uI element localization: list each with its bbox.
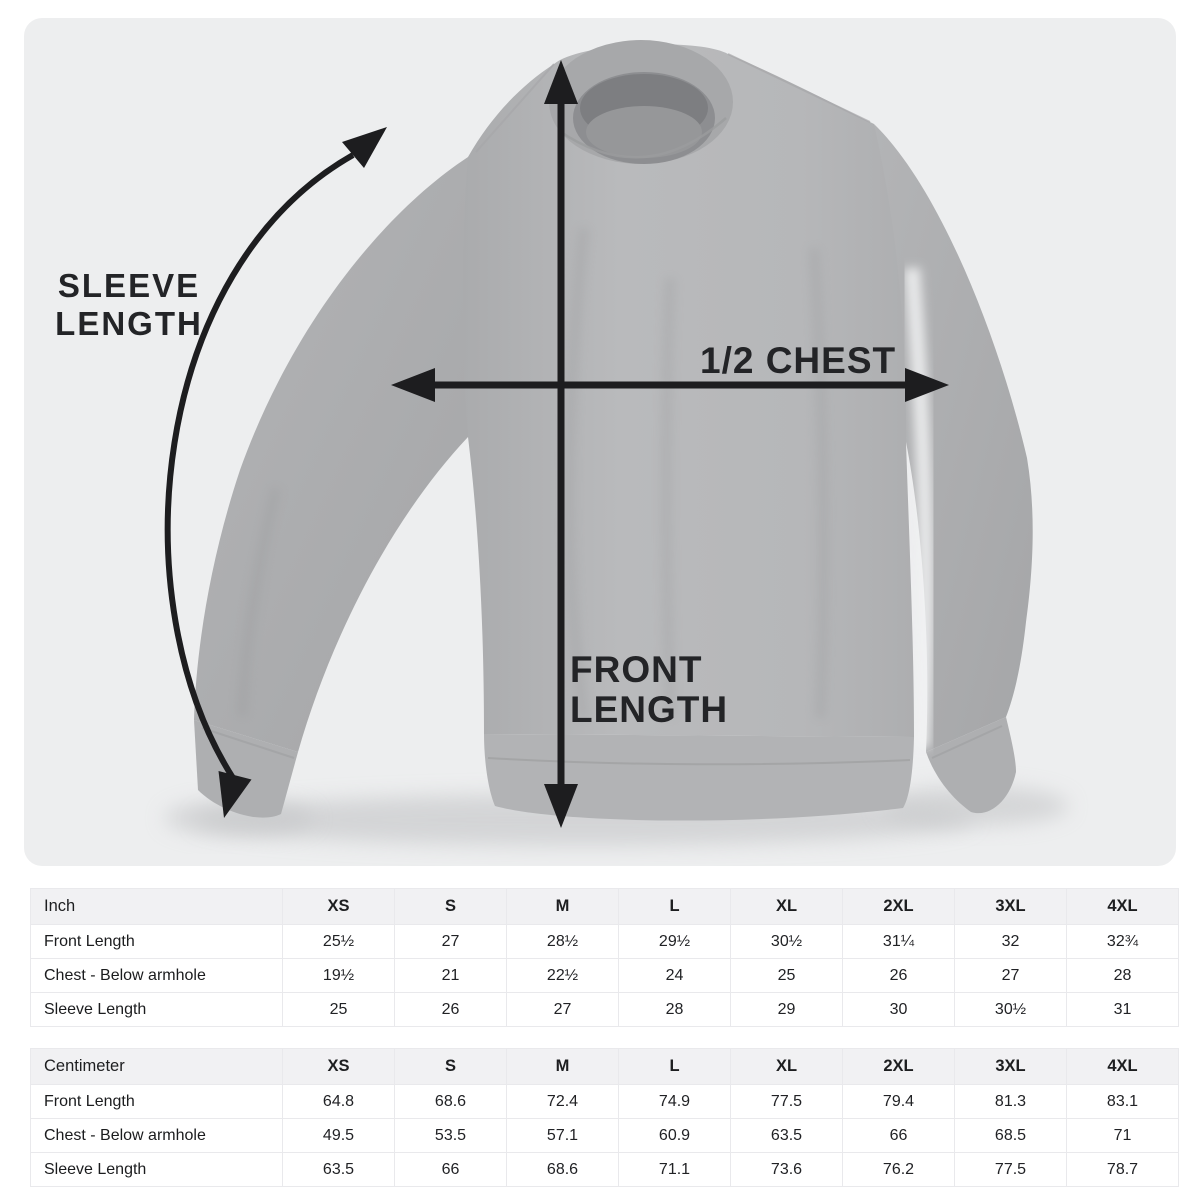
half-chest-label: 1/2 CHEST xyxy=(700,340,897,381)
row-label: Front Length xyxy=(31,925,283,959)
measurement-cell: 68.5 xyxy=(955,1119,1067,1153)
measurement-cell: 29½ xyxy=(619,925,731,959)
size-col-header-2xl: 2XL xyxy=(843,1049,955,1085)
measurement-cell: 71 xyxy=(1067,1119,1179,1153)
measurement-cell: 63.5 xyxy=(731,1119,843,1153)
measurement-cell: 29 xyxy=(731,993,843,1027)
inch-unit-label: Inch xyxy=(31,889,283,925)
size-col-header-s: S xyxy=(395,1049,507,1085)
measurement-cell: 57.1 xyxy=(507,1119,619,1153)
measurement-cell: 27 xyxy=(507,993,619,1027)
size-col-header-l: L xyxy=(619,889,731,925)
right-highlight xyxy=(912,268,926,748)
size-diagram-panel xyxy=(24,18,1176,866)
measurement-cell: 74.9 xyxy=(619,1085,731,1119)
size-col-header-xs: XS xyxy=(283,889,395,925)
measurement-cell: 77.5 xyxy=(955,1153,1067,1187)
size-col-header-m: M xyxy=(507,889,619,925)
table-row-chest xyxy=(31,1119,1179,1153)
size-col-header-xl: XL xyxy=(731,1049,843,1085)
size-col-header-xs: XS xyxy=(283,1049,395,1085)
table-row-front-length xyxy=(31,925,1179,959)
measurement-cell: 68.6 xyxy=(507,1153,619,1187)
measurement-cell: 19½ xyxy=(283,959,395,993)
measurement-cell: 25 xyxy=(283,993,395,1027)
measurement-cell: 30½ xyxy=(955,993,1067,1027)
measurement-cell: 83.1 xyxy=(1067,1085,1179,1119)
measurement-cell: 30 xyxy=(843,993,955,1027)
size-col-header-xl: XL xyxy=(731,889,843,925)
size-col-header-4xl: 4XL xyxy=(1067,1049,1179,1085)
measurement-cell: 78.7 xyxy=(1067,1153,1179,1187)
measurement-cell: 76.2 xyxy=(843,1153,955,1187)
measurement-cell: 60.9 xyxy=(619,1119,731,1153)
size-col-header-3xl: 3XL xyxy=(955,889,1067,925)
size-col-header-s: S xyxy=(395,889,507,925)
measurement-cell: 64.8 xyxy=(283,1085,395,1119)
front-length-label-line1: FRONT xyxy=(570,649,703,690)
measurement-cell: 71.1 xyxy=(619,1153,731,1187)
measurement-cell: 27 xyxy=(955,959,1067,993)
centimeter-size-table xyxy=(30,1048,1179,1187)
size-col-header-4xl: 4XL xyxy=(1067,889,1179,925)
sweatshirt-measure-diagram xyxy=(24,18,1176,866)
measurement-cell: 24 xyxy=(619,959,731,993)
inch-size-table xyxy=(30,888,1179,1027)
row-label: Sleeve Length xyxy=(31,993,283,1027)
measurement-cell: 63.5 xyxy=(283,1153,395,1187)
cm-header-row xyxy=(31,1049,1179,1085)
measurement-cell: 31¼ xyxy=(843,925,955,959)
measurement-cell: 28 xyxy=(1067,959,1179,993)
measurement-cell: 68.6 xyxy=(395,1085,507,1119)
table-row-chest xyxy=(31,959,1179,993)
measurement-cell: 49.5 xyxy=(283,1119,395,1153)
measurement-cell: 66 xyxy=(395,1153,507,1187)
measurement-cell: 25½ xyxy=(283,925,395,959)
measurement-cell: 73.6 xyxy=(731,1153,843,1187)
table-row-sleeve-length xyxy=(31,993,1179,1027)
measurement-cell: 21 xyxy=(395,959,507,993)
table-row-sleeve-length xyxy=(31,1153,1179,1187)
measurement-cell: 32 xyxy=(955,925,1067,959)
measurement-cell: 28½ xyxy=(507,925,619,959)
measurement-cell: 72.4 xyxy=(507,1085,619,1119)
size-col-header-l: L xyxy=(619,1049,731,1085)
measurement-cell: 26 xyxy=(843,959,955,993)
size-col-header-m: M xyxy=(507,1049,619,1085)
row-label: Chest - Below armhole xyxy=(31,959,283,993)
sleeve-length-label-line2: LENGTH xyxy=(55,305,203,342)
measurement-cell: 30½ xyxy=(731,925,843,959)
size-col-header-3xl: 3XL xyxy=(955,1049,1067,1085)
measurement-cell: 27 xyxy=(395,925,507,959)
measurement-cell: 32¾ xyxy=(1067,925,1179,959)
measurement-cell: 66 xyxy=(843,1119,955,1153)
table-row-front-length xyxy=(31,1085,1179,1119)
cm-unit-label: Centimeter xyxy=(31,1049,283,1085)
measurement-cell: 79.4 xyxy=(843,1085,955,1119)
size-col-header-2xl: 2XL xyxy=(843,889,955,925)
inch-header-row xyxy=(31,889,1179,925)
measurement-cell: 31 xyxy=(1067,993,1179,1027)
left-sleeve xyxy=(194,157,468,752)
measurement-cell: 28 xyxy=(619,993,731,1027)
row-label: Front Length xyxy=(31,1085,283,1119)
measurement-cell: 81.3 xyxy=(955,1085,1067,1119)
measurement-cell: 22½ xyxy=(507,959,619,993)
measurement-cell: 77.5 xyxy=(731,1085,843,1119)
measurement-cell: 53.5 xyxy=(395,1119,507,1153)
front-length-label-line2: LENGTH xyxy=(570,689,729,730)
measurement-cell: 26 xyxy=(395,993,507,1027)
sleeve-length-label-line1: SLEEVE xyxy=(57,267,201,304)
hem-band xyxy=(484,734,914,821)
row-label: Sleeve Length xyxy=(31,1153,283,1187)
row-label: Chest - Below armhole xyxy=(31,1119,283,1153)
measurement-cell: 25 xyxy=(731,959,843,993)
